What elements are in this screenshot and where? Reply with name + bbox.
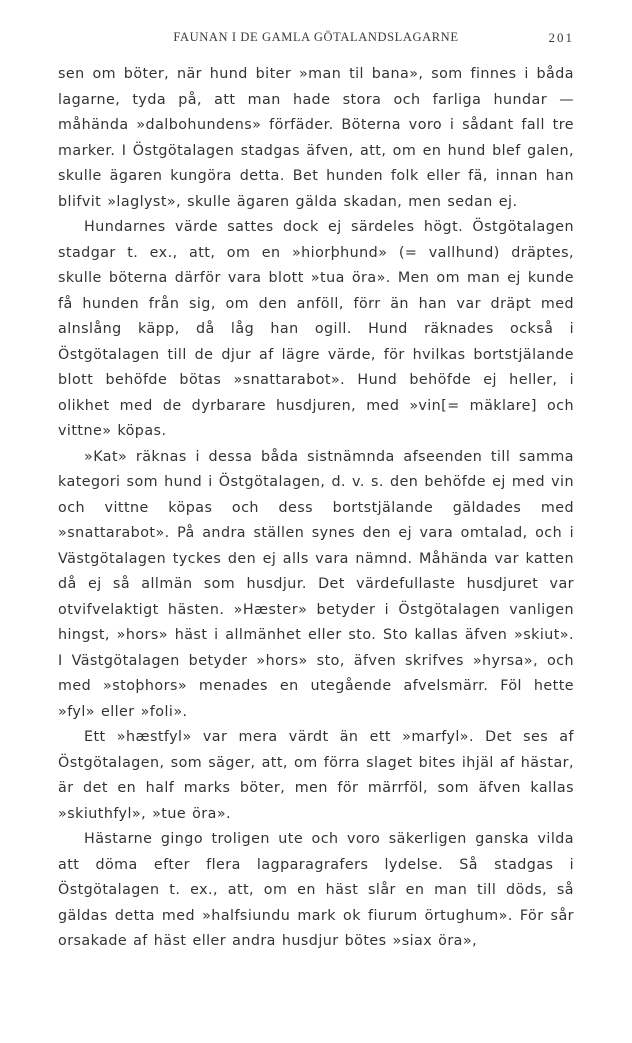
body-text	[58, 62, 574, 955]
running-title: FAUNAN I DE GAMLA GÖTALANDSLAGARNE	[173, 30, 459, 44]
paragraph-2: Hundarnes värde sattes dock ej särdeles högt. Östgötalagen stadgar t. ex., att, om en »hiorþhund» (= vallhund) dräptes, skulle böterna därför vara blott »tua öra». Men om man ej kunde få hunden från sig, om den anföll, förr än han var dräpt med alnslång käpp, då låg han ogill. Hund räknades också i Östgötalagen till de djur af lägre värde, för hvilkas bortstjälande blott behöfde bötas »snattarabot». Hund behöfde ej heller, i olikhet med de dyrbarare husdjuren, med »vin[= mäklare] och vittne» köpas.	[58, 219, 574, 439]
paragraph-1: sen om böter, när hund biter »man til bana», som finnes i båda lagarne, tyda på, att man hade stora och farliga hundar — måhända »dalbohundens» förfäder. Böterna voro i sådant fall tre marker. I Östgötalagen stadgas äfven, att, om en hund blef galen, skulle ägaren kungöra detta. Bet hunden folk eller fä, innan han blifvit »laglyst», skulle ägaren gälda skadan, men sedan ej.	[58, 66, 574, 210]
paragraph-5: Hästarne gingo troligen ute och voro säkerligen ganska vilda att döma efter flera lagparagrafers lydelse. Så stadgas i Östgötalagen t. ex., att, om en häst slår en man till döds, så gäldas detta med »halfsiundu mark ok fiurum örtughum». För sår orsakade af häst eller andra husdjur bötes »siax öra»,	[58, 831, 574, 949]
page-number: 201	[548, 30, 574, 45]
paragraph-4: Ett »hæstfyl» var mera värdt än ett »marfyl». Det ses af Östgötalagen, som säger, att, om förra slaget bites ihjäl af hästar, är det en half marks böter, men för märrföl, som äfven kallas »skiuthfyl», »tue öra».	[58, 729, 574, 822]
running-head	[58, 30, 574, 50]
paragraph-3: »Kat» räknas i dessa båda sistnämnda afseenden till samma kategori som hund i Östgötalagen, d. v. s. den behöfde ej med vin och vittne köpas och dess bortstjälande gäldades med »snattarabot». På andra ställen synes den ej vara omtalad, och i Västgötalagen tyckes den ej alls vara nämnd. Måhända var katten då ej så allmän som husdjur. Det värdefullaste husdjuret var otvifvelaktigt hästen. »Hæster» betyder i Östgötalagen vanligen hingst, »hors» häst i allmänhet eller sto. Sto kallas äfven »skiut». I Västgötalagen betyder »hors» sto, äfven skrifves »hyrsa», och med »stoþhors» menades en utegående afvelsmärr. Föl hette »fyl» eller »foli».	[58, 448, 574, 720]
